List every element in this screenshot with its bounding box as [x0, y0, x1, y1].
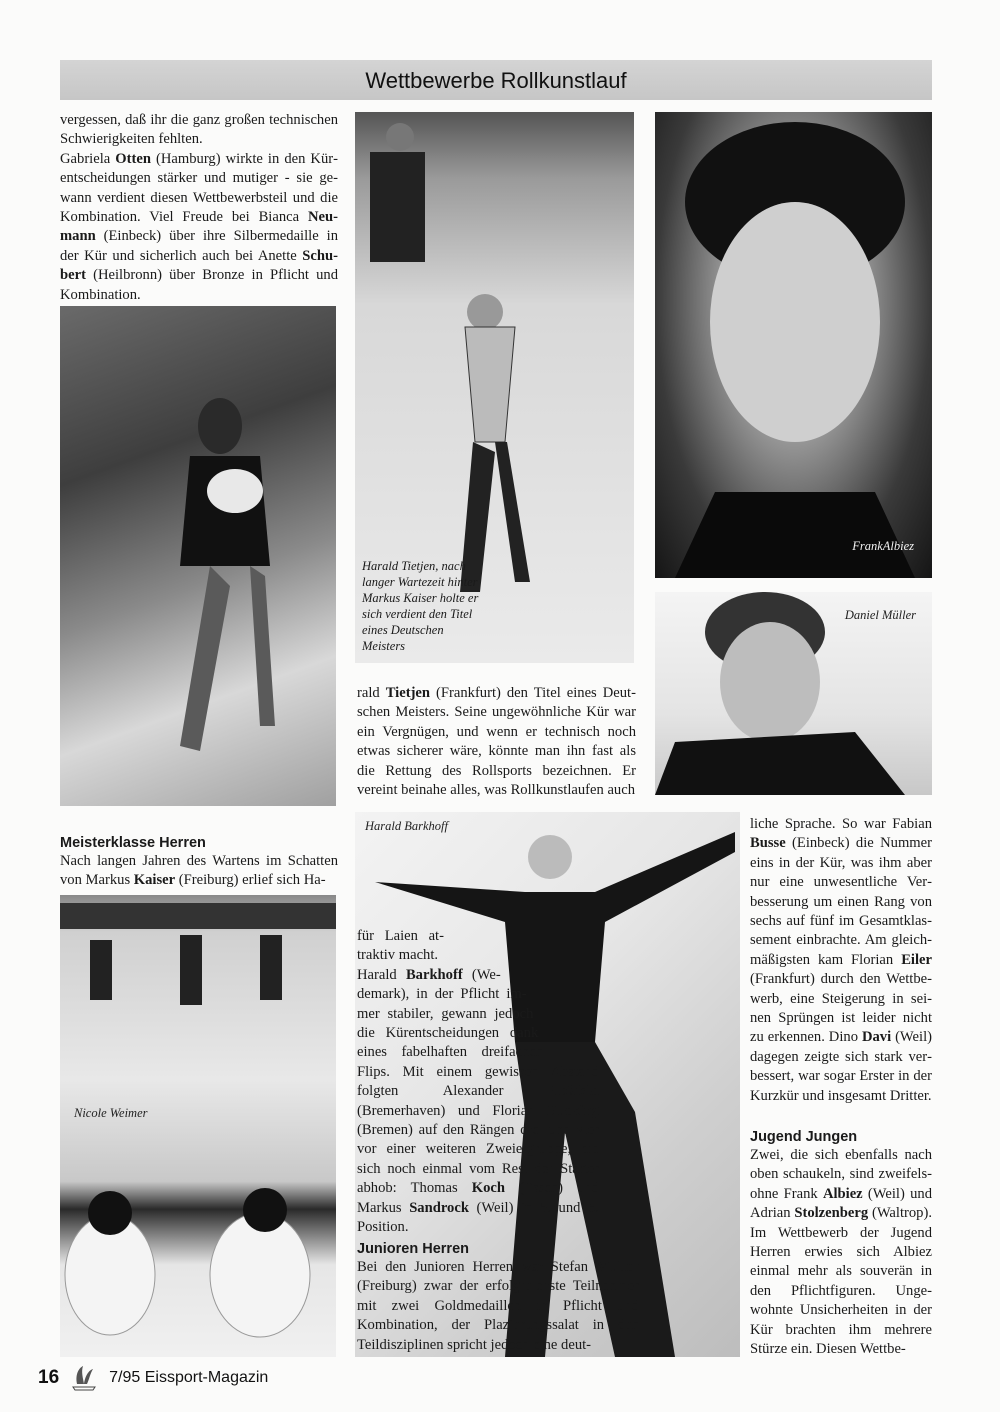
junioren-section [357, 1240, 639, 1355]
magazine-logo-icon [69, 1364, 99, 1392]
caption-weimer: Nicole Weimer [74, 1106, 148, 1120]
issue-label: 7/95 Eissport-Magazin [109, 1369, 269, 1386]
text-run: (Wedemark), in der Pflicht immer stabiler, gewann jedoch die Kürentscheidungen dank eines fabelhaften dreifachen Flips. Mit einem gewissen Abstand folgten Alexander [357, 966, 599, 1100]
paragraph [750, 815, 932, 1106]
barkhoff-text [357, 927, 599, 1238]
text-run: rald [357, 685, 386, 701]
meisterklasse-text [60, 852, 338, 891]
bold-name: Schubert [60, 247, 338, 284]
photo-harald-tietjen [355, 112, 634, 663]
section-heading: Junioren Herren [357, 1241, 469, 1257]
text-run: (Weil) und Adrian [750, 1185, 932, 1222]
text-run: vergessen, daß ihr die ganz großen technischen Schwierigkeiten fehlten. [60, 112, 338, 148]
bold-name: Kaiser [133, 872, 176, 889]
group-silhouettes [60, 895, 336, 1357]
text-run: (Einbeck) über ihre Silbermedaille in der Kür und sicherlich auch bei Anette [60, 228, 338, 264]
skater-silhouette [60, 306, 336, 806]
text-run: für Laien attraktiv macht. [357, 928, 444, 964]
caption-mueller: Daniel Müller [844, 608, 916, 622]
text-run: Zwei, die sich ebenfalls nach oben schaukeln, sind zweifelsohne Frank [750, 1147, 932, 1202]
bold-name: Tietjen [385, 685, 431, 701]
text-run: (Weil) in 5. und 6. Position. [357, 1199, 599, 1236]
photo-frank-albiez [655, 112, 932, 578]
text-run: (Bremen) auf den Rängen drei und vier vor einer weiteren Zweiergruppe, die sich noch einmal vom Rest der Starter abhob: Thomas [357, 1122, 599, 1197]
caption-tietjen: Harald Tietjen, nach langer Wartezeit hinter Markus Kaiser holte er sich verdient den Titel eines Deutschen Meisters [362, 559, 479, 653]
bold-name: Eiler [901, 951, 932, 968]
section-heading: Jugend Jungen [750, 1129, 858, 1145]
bold-name: Müller [596, 1259, 639, 1275]
junioren-text [357, 1258, 639, 1355]
bold-name: Neumann [60, 209, 338, 245]
text-run: (Waltrop). Im Wettbewerb der Jugend Herren erwies sich Albiez einmal mehr als souverän in den Pflichtfiguren. Ungewohnte Unsicherheiten in der Kür brachten ihm mehrere Stürze ein. Diesen Wettbe- [750, 1205, 932, 1358]
text-run: (Freiburg) erlief sich Ha- [175, 872, 326, 889]
jugend-text [750, 1146, 932, 1359]
paragraph [357, 684, 636, 800]
bold-name: Koch [471, 1180, 506, 1197]
text-run: liche Sprache. So war Fabian [750, 816, 932, 832]
bold-name: Hoßfeld [548, 1083, 599, 1100]
section-heading: Meisterklasse Herren [60, 835, 206, 851]
caption-albiez: FrankAlbiez [852, 539, 914, 553]
text-run: (Frankfurt) durch den Wettbewerb, eine Steigerung in seinen Sprüngen ist leider nicht zu erkennen. Dino [750, 971, 932, 1046]
text-run: (Heilbronn) über Bronze in Pflicht und Kombination. [60, 267, 338, 303]
photo-daniel-mueller [655, 592, 932, 795]
bold-name: Bücking [547, 1102, 599, 1119]
bold-name: Stolzenberg [794, 1205, 869, 1222]
text-run: Gabriela [60, 150, 116, 167]
caption-barkhoff: Harald Barkhoff [365, 819, 448, 833]
text-run: Nach langen Jahren des Wartens im Schatten von Markus [60, 853, 338, 889]
bold-name: Sandrock [409, 1199, 469, 1216]
bold-name: Barkhoff [405, 966, 463, 983]
intro-text [60, 111, 338, 305]
text-run: (Bremerhaven) und Florian [357, 1102, 548, 1119]
photo-nicole-weimer [60, 895, 336, 1357]
paragraph [60, 111, 338, 150]
col3-text [750, 815, 932, 1106]
section-header-bar [60, 60, 932, 100]
section-title: Wettbewerbe Rollkunstlauf [365, 68, 627, 93]
paragraph [60, 852, 338, 891]
bold-name: Busse [750, 835, 786, 852]
meisterklasse-section [60, 834, 338, 891]
text-run: (Essen) und Markus [357, 1180, 599, 1216]
photo-female-skater [60, 306, 336, 806]
paragraph [60, 150, 338, 305]
bold-name: Albiez [822, 1185, 863, 1202]
text-run: (Hamburg) wirkte in den Kürentscheidungen stärker und mutiger - sie gewann verdient diesen Wettbewerbsteil und die Kombination. Viel Freude bei Bianca [60, 150, 338, 226]
paragraph [750, 1146, 932, 1359]
text-run: Bei den Junioren Herren war Stefan [357, 1259, 597, 1275]
page-number: 16 [38, 1367, 60, 1388]
text-run: (Frankfurt) den Titel eines Deutschen Meisters. Seine ungewöhnliche Kür war ein Vergnügen, und wenn er technisch noch etwas sicherer wäre, könnte man ihn fast als die Rettung des Rollsports bezeichnen. Er vereint beinahe alles, was Rollkunstlaufen auch [357, 685, 636, 799]
tietjen-text [357, 684, 636, 800]
bold-name: Otten [115, 150, 151, 167]
text-run: Harald [357, 966, 406, 983]
paragraph [357, 1258, 639, 1355]
portrait-silhouette [655, 112, 932, 578]
jugend-section [750, 1128, 932, 1359]
page-footer [38, 1364, 268, 1392]
text-run: (Weil) dagegen zeigte sich stark verbessert, war sogar Erster in der Kurzkür und insgesamt Dritter. [750, 1029, 932, 1104]
bold-name: Davi [861, 1029, 892, 1046]
text-run: (Einbeck) die Nummer eins in der Kür, was ihm aber nur eine unwesentliche Verbesserung um einen Rang von sechs auf fünf im Gesamtklassement einbrachte. Am gleichmäßigsten kam Florian [750, 835, 932, 968]
text-run: (Freiburg) zwar der erfolgreichste Teilnehmer mit zwei Goldmedaillen in Pflicht und Kombination, der Plazierungssalat in den Teildisziplinen spricht jedoch eine deut- [357, 1278, 639, 1353]
